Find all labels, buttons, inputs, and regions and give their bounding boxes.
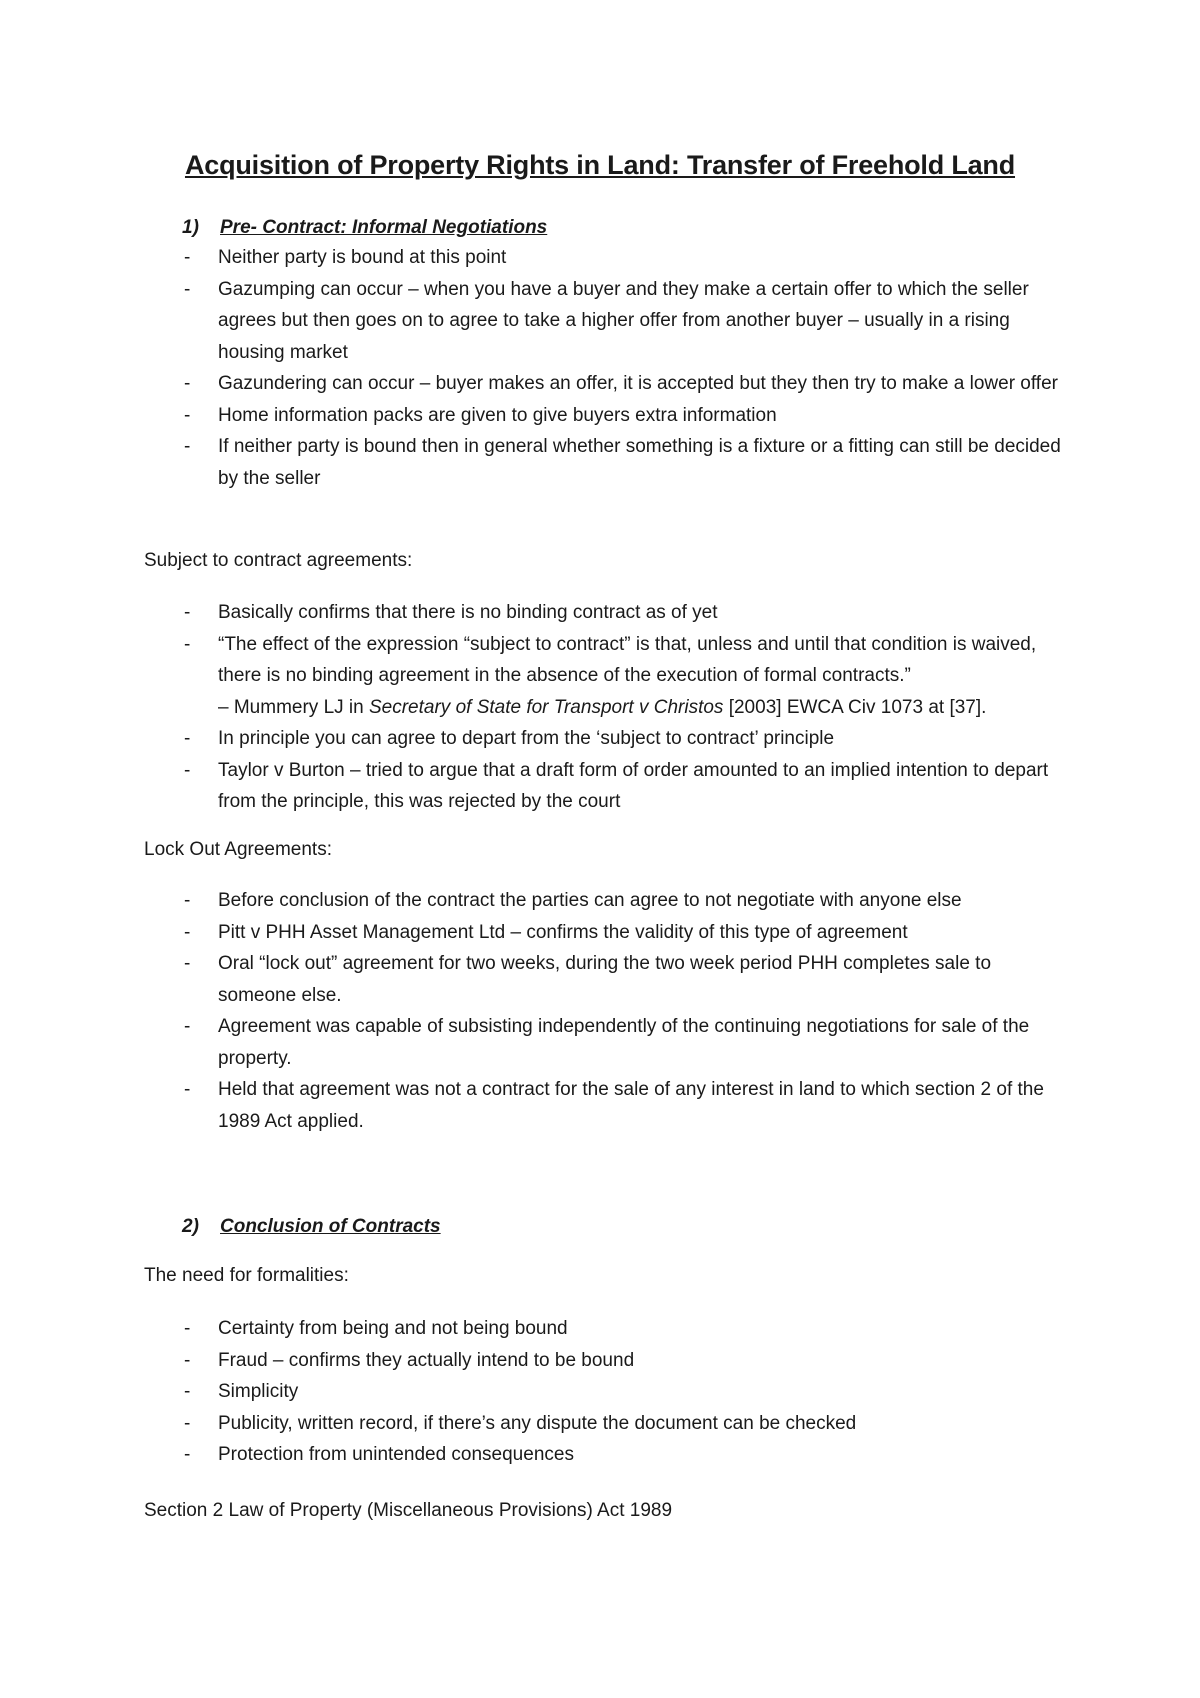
quote-attr-suffix: [2003] EWCA Civ 1073 at [37].: [723, 696, 987, 718]
list-item: - Fraud – confirms they actually intend to be bound: [0, 1345, 1200, 1377]
section-1-number: 1): [182, 217, 199, 238]
list-item: - Protection from unintended consequences: [0, 1439, 1200, 1471]
quote-attribution: [218, 692, 1072, 724]
document-title: Acquisition of Property Rights in Land: Transfer of Freehold Land: [184, 150, 1016, 180]
list-item: - Neither party is bound at this point: [0, 242, 1200, 274]
list-item: - Simplicity: [0, 1376, 1200, 1408]
quote-text: “The effect of the expression “subject to contract” is that, unless and until that condition is waived, there is no binding agreement in the absence of the execution of formal contracts.”: [218, 633, 1037, 686]
list-item: - Held that agreement was not a contract for the sale of any interest in land to which section 2 of the 1989 Act applied.: [0, 1074, 1200, 1137]
lock-out-list: [0, 885, 1200, 1137]
lock-out-heading: Lock Out Agreements:: [144, 839, 332, 860]
subject-to-contract-list: [0, 597, 1200, 818]
list-item: - Taylor v Burton – tried to argue that a draft form of order amounted to an implied intention to depart from the principle, this was rejected by the court: [0, 755, 1200, 818]
statute-reference: Section 2 Law of Property (Miscellaneous Provisions) Act 1989: [144, 1500, 673, 1521]
section-1-title: Pre- Contract: Informal Negotiations: [220, 217, 548, 238]
list-item: - Gazundering can occur – buyer makes an offer, it is accepted but they then try to make a lower offer: [0, 368, 1200, 400]
section-1-heading: [182, 217, 547, 239]
list-item: - Agreement was capable of subsisting independently of the continuing negotiations for sale of the property.: [0, 1011, 1200, 1074]
list-item: - Pitt v PHH Asset Management Ltd – confirms the validity of this type of agreement: [0, 917, 1200, 949]
list-item: - Gazumping can occur – when you have a buyer and they make a certain offer to which the seller agrees but then goes on to agree to take a higher offer from another buyer – usually in a rising housing market: [0, 274, 1200, 369]
section-2-title: Conclusion of Contracts: [220, 1216, 441, 1237]
list-item: - Certainty from being and not being bound: [0, 1313, 1200, 1345]
list-item: - Oral “lock out” agreement for two weeks, during the two week period PHH completes sale to someone else.: [0, 948, 1200, 1011]
section-2-number: 2): [182, 1216, 199, 1237]
list-item: - Publicity, written record, if there’s any dispute the document can be checked: [0, 1408, 1200, 1440]
quote-case-name: Secretary of State for Transport v Christos: [368, 696, 724, 718]
quote-attr-prefix: – Mummery LJ in: [218, 696, 369, 718]
list-item: - Before conclusion of the contract the parties can agree to not negotiate with anyone else: [0, 885, 1200, 917]
list-item: - If neither party is bound then in general whether something is a fixture or a fitting can still be decided by the seller: [0, 431, 1200, 494]
subject-to-contract-heading: Subject to contract agreements:: [144, 550, 413, 571]
list-item: - Basically confirms that there is no binding contract as of yet: [0, 597, 1200, 629]
list-item: - In principle you can agree to depart from the ‘subject to contract’ principle: [0, 723, 1200, 755]
formalities-heading: The need for formalities:: [144, 1265, 349, 1286]
formalities-list: [0, 1313, 1200, 1471]
list-item: [0, 629, 1200, 724]
list-item: - Home information packs are given to give buyers extra information: [0, 400, 1200, 432]
section-1-list: [0, 242, 1200, 494]
section-2-heading: [182, 1216, 441, 1238]
